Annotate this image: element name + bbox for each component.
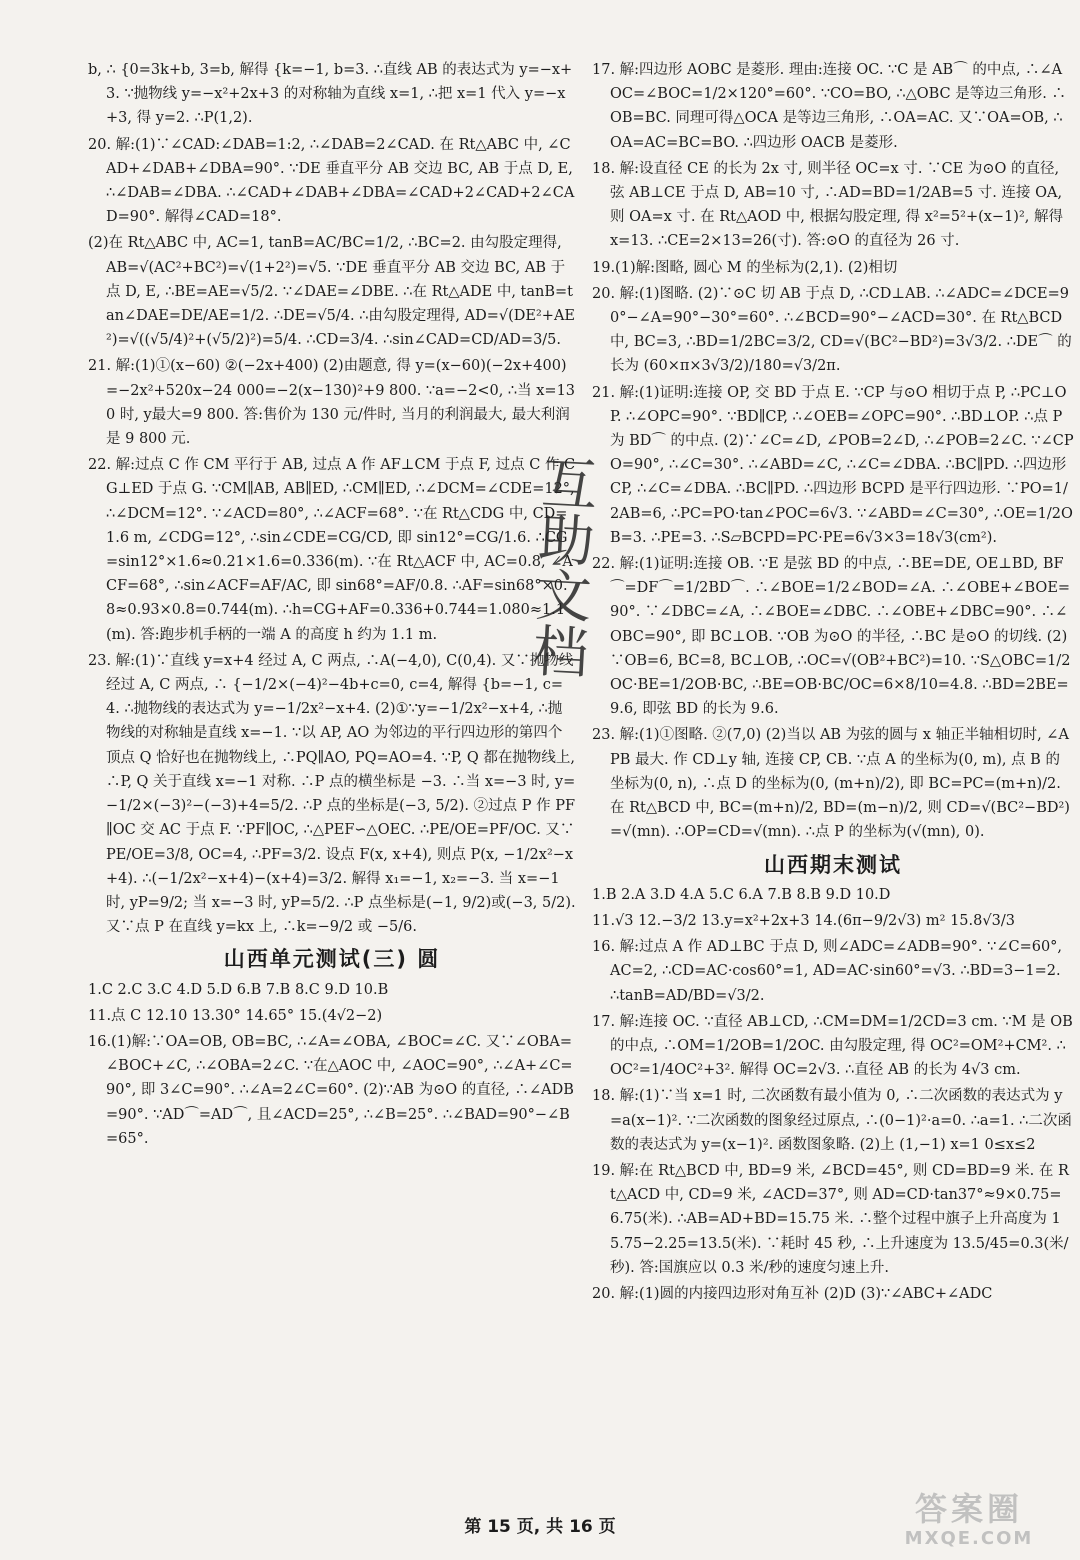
section-title-final-test: 山西期末测试 (764, 852, 902, 877)
right-line2-0: 16. 解:过点 A 作 AD⊥BC 于点 D, 则∠ADC=∠ADB=90°. ∵∠C=60°, AC=2, ∴CD=AC·cos60°=1, AD=AC·sin60°=√3. ∴BD=3−1=2. ∴tanB=AD/BD=√3/2. (592, 939, 1063, 1004)
right-line2-1: 17. 解:连接 OC. ∵直径 AB⊥CD, ∴CM=DM=1/2CD=3 cm. ∵M 是 OB 的中点, ∴OM=1/2OB=1/2OC. 由勾股定理, 得 OC²=OM²+CM². ∴OC²=1/4OC²+3². 解得 OC=2√3. ∴直径 AB 的长为 4√3 cm. (592, 1013, 1073, 1079)
watermark-text: 答案圈 (914, 1490, 1023, 1528)
answers-fill: 11.点 C 12.10 13.30° 14.65° 15.(4√2−2) (88, 1007, 383, 1024)
right-line-6: 23. 解:(1)①图略. ②(7,0) (2)当以 AB 为弦的圆与 x 轴正半轴相切时, ∠APB 最大. 作 CD⊥y 轴, 连接 CP, CB. ∵点 A 的坐标为(0, m), 点 B 的坐标为(0, n), ∴点 D 的坐标为(0, (m+n)/2), 即 BC=PC=(m+n)/2. 在 Rt△BCD 中, BC=(m+n)/2, BD=(m−n)/2, 则 CD=√(BC²−BD²)=√(mn). ∴OP=CD=√(mn). ∴点 P 的坐标为(√(mn), 0). (592, 727, 1070, 841)
left-line-3: 21. 解:(1)①(x−60) ②(−2x+400) (2)由题意, 得 y=(x−60)(−2x+400)=−2x²+520x−24 000=−2(x−130)²+9 800. ∵a=−2<0, ∴当 x=130 时, y最大=9 800. 答:售价为 130 元/件时, 当月的利润最大, 最大利润是 9 800 元. (88, 358, 576, 448)
right-line-4: 21. 解:(1)证明:连接 OP, 交 BD 于点 E. ∵CP 与⊙O 相切于点 P, ∴PC⊥OP. ∴∠OPC=90°. ∵BD∥CP, ∴∠OEB=∠OPC=90°. ∴BD⊥OP. ∴点 P 为 BD⌒ 的中点. (2)∵∠C=∠D, ∠POB=2∠D, ∴∠POB=2∠C. ∵∠CPO=90°, ∴∠C=30°. ∴∠ABD=∠C, ∴∠C=∠DBA. ∴BC∥PD. ∴四边形 CP, ∴∠C=∠DBA. ∴BC∥PD. ∴四边形 BCPD 是平行四边形. ∵PO=1/2AB=6, ∴PC=PO·tan∠POC=6√3. ∵∠ABD=∠C=30°, ∴OE=1/2OB=3. ∴PE=3. ∴S▱BCPD=PC·PE=6√3×3=18√3(cm²). (592, 384, 1074, 546)
right-line-1: 18. 解:设直径 CE 的长为 2x 寸, 则半径 OC=x 寸. ∵CE 为⊙O 的直径, 弦 AB⊥CE 于点 D, AB=10 寸, ∴AD=BD=1/2AB=5 寸. 连接 OA, 则 OA=x 寸. 在 Rt△AOD 中, 根据勾股定理, 得 x²=5²+(x−1)², 解得 x=13. ∴CE=2×13=26(寸). 答:⊙O 的直径为 26 寸. (592, 160, 1063, 250)
answers-choice: 1.C 2.C 3.C 4.D 5.D 6.B 7.B 8.C 9.D 10.B (88, 981, 389, 998)
right-column (592, 58, 1074, 1308)
left-line2-0: 16.(1)解:∵OA=OB, OB=BC, ∴∠A=∠OBA, ∠BOC=∠C. 又∵∠OBA=∠BOC+∠C, ∴∠OBA=2∠C. ∵在△AOC 中, ∠AOC=90°, ∴∠A+∠C=90°, 即 3∠C=90°. ∴∠A=2∠C=60°. (2)∵AB 为⊙O 的直径, ∴∠ADB=90°. ∵AD⌒=AD⌒, 且∠ACD=25°, ∴∠B=25°. ∴∠BAD=90°−∠B=65°. (88, 1033, 574, 1147)
right-line-2: 19.(1)解:图略, 圆心 M 的坐标为(2,1). (2)相切 (592, 259, 898, 276)
right-line-3: 20. 解:(1)图略. (2)∵⊙C 切 AB 于点 D, ∴CD⊥AB. ∴∠ADC=∠DCE=90°−∠A=90°−30°=60°. ∴∠BCD=90°−∠ACD=30°. 在 Rt△BCD 中, BC=3, ∴BD=1/2BC=3/2, CD=√(BC²−BD²)=3√3/2. ∴DE⌒ 的长为 (60×π×3√3/2)/180=√3/2π. (592, 285, 1072, 375)
left-line-5: 23. 解:(1)∵直线 y=x+4 经过 A, C 两点, ∴A(−4,0), C(0,4). 又∵抛物线经过 A, C 两点, ∴ {−1/2×(−4)²−4b+c=0, c=4, 解得 {b=−1, c=4. ∴抛物线的表达式为 y=−1/2x²−x+4. (2)①∵y=−1/2x²−x+4, ∴抛物线的对称轴是直线 x=−1. ∵以 AP, AO 为邻边的平行四边形的第四个顶点 Q 恰好也在抛物线上, ∴PQ∥AO, PQ=AO=4. ∵P, Q 都在抛物线上, ∴P, Q 关于直线 x=−1 对称. ∴P 点的横坐标是 −3. ∴当 x=−3 时, y=−1/2×(−3)²−(−3)+4=5/2. ∴P 点的坐标是(−3, 5/2). ②过点 P 作 PF∥OC 交 AC 于点 F. ∵PF∥OC, ∴△PEF∽△OEC. ∴PE/OE=PF/OC. 又∵PE/OE=3/8, OC=4, ∴PF=3/2. 设点 F(x, x+4), 则点 P(x, −1/2x²−x+4). ∴(−1/2x²−x+4)−(x+4)=3/2. 解得 x₁=−1, x₂=−3. 当 x=−1 时, yP=9/2; 当 x=−3 时, yP=5/2. ∴P 点坐标是(−1, 9/2)或(−3, 5/2). 又∵点 P 在直线 y=kx 上, ∴k=−9/2 或 −5/6. (88, 652, 576, 936)
right-line2-4: 20. 解:(1)圆的内接四边形对角互补 (2)D (3)∵∠ABC+∠ADC (592, 1285, 993, 1302)
page-footer: 第 15 页, 共 16 页 (464, 1517, 616, 1537)
right-line2-3: 19. 解:在 Rt△BCD 中, BD=9 米, ∠BCD=45°, 则 CD=BD=9 米. 在 Rt△ACD 中, CD=9 米, ∠ACD=37°, 则 AD=CD·tan37°≈9×0.75=6.75(米). ∴AB=AD+BD=15.75 米. ∴整个过程中旗子上升高度为 15.75−2.25=13.5(米). ∵耗时 45 秒, ∴上升速度为 13.5/45=0.3(米/秒). 答:国旗应以 0.3 米/秒的速度匀速上升. (592, 1162, 1069, 1276)
handwritten-overlay: 互助文档 (522, 452, 599, 680)
left-line-0: b, ∴ {0=3k+b, 3=b, 解得 {k=−1, b=3. ∴直线 AB 的表达式为 y=−x+3. ∵抛物线 y=−x²+2x+3 的对称轴为直线 x=1, ∴把 x=1 代入 y=−x+3, 得 y=2. ∴P(1,2). (88, 62, 573, 127)
final-answers-choice: 1.B 2.A 3.D 4.A 5.C 6.A 7.B 8.B 9.D 10.D (592, 886, 891, 903)
section-title-unit-test-3: 山西单元测试(三) 圆 (223, 947, 441, 972)
watermark-logo (864, 1490, 1074, 1556)
right-line2-2: 18. 解:(1)∵当 x=1 时, 二次函数有最小值为 0, ∴二次函数的表达式为 y=a(x−1)². ∵二次函数的图象经过原点, ∴(0−1)²·a=0. ∴a=1. ∴二次函数的表达式为 y=(x−1)². 函数图象略. (2)上 (1,−1) x=1 0≤x≤2 (592, 1088, 1072, 1153)
final-answers-fill: 11.√3 12.−3/2 13.y=x²+2x+3 14.(6π−9/2√3) m² 15.8√3/3 (592, 912, 1015, 929)
watermark-url: MXQE.COM (904, 1528, 1034, 1549)
right-line-0: 17. 解:四边形 AOBC 是菱形. 理由:连接 OC. ∵C 是 AB⌒ 的中点, ∴∠AOC=∠BOC=1/2×120°=60°. ∵CO=BO, ∴△OBC 是等边三角形. ∴OB=BC. 同理可得△OCA 是等边三角形, ∴OA=AC. 又∵OA=OB, ∴OA=AC=BC=BO. ∴四边形 OACB 是菱形. (592, 62, 1066, 151)
left-line-2: (2)在 Rt△ABC 中, AC=1, tanB=AC/BC=1/2, ∴BC=2. 由勾股定理得, AB=√(AC²+BC²)=√(1+2²)=√5. ∵DE 垂直平分 AB 交边 BC, AB 于点 D, E, ∴BE=AE=√5/2. ∵∠DAE=∠DBE. ∴在 Rt△ADE 中, tanB=tan∠DAE=DE/AE=1/2. ∴DE=√5/4. ∴由勾股定理得, AD=√(DE²+AE²)=√((√5/4)²+(√5/2)²)=5/4. ∴CD=3/4. ∴sin∠CAD=CD/AD=3/5. (88, 235, 576, 349)
left-line-1: 20. 解:(1)∵∠CAD:∠DAB=1:2, ∴∠DAB=2∠CAD. 在 Rt△ABC 中, ∠CAD+∠DAB+∠DBA=90°. ∵DE 垂直平分 AB 交边 BC, AB 于点 D, E, ∴∠DAB=∠DBA. ∴∠CAD+∠DAB+∠DBA=∠CAD+2∠CAD+2∠CAD=90°. 解得∠CAD=18°. (88, 136, 575, 226)
left-line-4: 22. 解:过点 C 作 CM 平行于 AB, 过点 A 作 AF⊥CM 于点 F, 过点 C 作 CG⊥ED 于点 G. ∵CM∥AB, AB∥ED, ∴CM∥ED, ∴∠DCM=∠CDE=12°, ∴∠DCM=12°. ∵∠ACD=80°, ∴∠ACF=68°. ∵在 Rt△CDG 中, CD=1.6 m, ∠CDG=12°, ∴sin∠CDE=CG/CD, 即 sin12°=CG/1.6. ∴CG=sin12°×1.6≈0.21×1.6=0.336(m). ∵在 Rt△ACF 中, AC=0.8, ∠ACF=68°, ∴sin∠ACF=AF/AC, 即 sin68°=AF/0.8. ∴AF=sin68°×0.8≈0.93×0.8=0.744(m). ∴h=CG+AF=0.336+0.744=1.080≈1.1(m). 答:跑步机手柄的一端 A 的高度 h 约为 1.1 m. (88, 457, 576, 643)
right-line-5: 22. 解:(1)证明:连接 OB. ∵E 是弦 BD 的中点, ∴BE=DE, OE⊥BD, BF⌒=DF⌒=1/2BD⌒. ∴∠BOE=1/2∠BOD=∠A. ∴∠OBE+∠BOE=90°. ∵∠DBC=∠A, ∴∠BOE=∠DBC. ∴∠OBE+∠DBC=90°. ∴∠OBC=90°, 即 BC⊥OB. ∵OB 为⊙O 的半径, ∴BC 是⊙O 的切线. (2)∵OB=6, BC=8, BC⊥OB, ∴OC=√(OB²+BC²)=10. ∵S△OBC=1/2OC·BE=1/2OB·BC, ∴BE=OB·BC/OC=6×8/10=4.8. ∴BD=2BE=9.6, 即弦 BD 的长为 9.6. (592, 556, 1071, 718)
